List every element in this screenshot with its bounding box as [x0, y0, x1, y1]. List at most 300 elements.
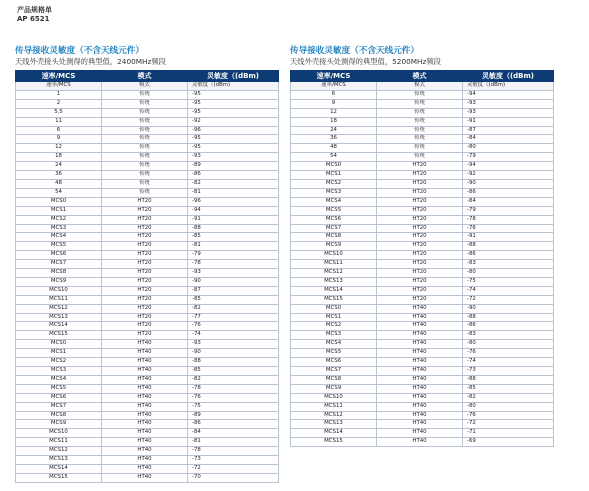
table-row	[291, 215, 554, 224]
rate-cell: MCS15	[291, 438, 377, 447]
mode-cell: 传统	[102, 188, 188, 197]
sensitivity-cell: -85	[188, 367, 279, 376]
sensitivity-cell: -81	[188, 438, 279, 447]
rate-cell: MCS9	[291, 242, 377, 251]
mode-cell: HT20	[102, 313, 188, 322]
rate-cell: 5.5	[16, 108, 102, 117]
sensitivity-cell: -88	[463, 375, 554, 384]
rate-cell: MCS1	[291, 171, 377, 180]
sensitivity-cell: -92	[188, 117, 279, 126]
table-row	[291, 393, 554, 402]
sensitivity-cell: -88	[188, 224, 279, 233]
sensitivity-cell: -80	[463, 144, 554, 153]
table-row	[16, 384, 279, 393]
table-row	[291, 188, 554, 197]
document-title: 产品规格单	[17, 6, 52, 14]
table-row	[16, 144, 279, 153]
mode-cell: HT40	[377, 367, 463, 376]
rate-cell: MCS10	[16, 286, 102, 295]
rate-cell: MCS10	[291, 251, 377, 260]
table-row	[291, 233, 554, 242]
table-row	[16, 447, 279, 456]
rate-cell: MCS2	[291, 179, 377, 188]
mode-cell: HT40	[377, 420, 463, 429]
rate-cell: MCS4	[291, 197, 377, 206]
sensitivity-cell: -85	[188, 233, 279, 242]
subheader-sensitivity: 灵敏度（(dBm)	[188, 82, 279, 91]
table-row	[16, 153, 279, 162]
table-row	[16, 402, 279, 411]
mode-cell: HT40	[377, 438, 463, 447]
table-subheader-row	[16, 82, 279, 91]
sensitivity-cell: -86	[463, 188, 554, 197]
table-row	[16, 313, 279, 322]
table-row	[16, 269, 279, 278]
column-header-mode: 模式	[377, 71, 463, 82]
rate-cell: MCS6	[291, 215, 377, 224]
rate-cell: 54	[16, 188, 102, 197]
table-row	[291, 242, 554, 251]
mode-cell: HT40	[102, 349, 188, 358]
mode-cell: HT40	[377, 384, 463, 393]
rate-cell: MCS6	[16, 393, 102, 402]
mode-cell: 传统	[377, 99, 463, 108]
rate-cell: MCS0	[16, 340, 102, 349]
rate-cell: MCS13	[291, 277, 377, 286]
sensitivity-cell: -84	[188, 429, 279, 438]
table-row	[291, 117, 554, 126]
sensitivity-cell: -73	[188, 456, 279, 465]
rate-cell: MCS5	[16, 384, 102, 393]
rate-cell: 48	[16, 179, 102, 188]
mode-cell: 传统	[102, 162, 188, 171]
mode-cell: 传统	[102, 99, 188, 108]
rate-cell: MCS0	[291, 304, 377, 313]
table-row	[16, 438, 279, 447]
sensitivity-cell: -93	[188, 340, 279, 349]
rate-cell: 6	[291, 90, 377, 99]
table-subheader-row	[291, 82, 554, 91]
sensitivity-cell: -88	[188, 358, 279, 367]
sensitivity-cell: -72	[463, 295, 554, 304]
sensitivity-cell: -76	[188, 322, 279, 331]
sensitivity-cell: -89	[188, 162, 279, 171]
mode-cell: HT20	[377, 242, 463, 251]
table-row	[291, 99, 554, 108]
table-row	[16, 349, 279, 358]
mode-cell: HT40	[102, 393, 188, 402]
rate-cell: MCS2	[16, 358, 102, 367]
table-row	[291, 331, 554, 340]
table-row	[16, 286, 279, 295]
mode-cell: HT40	[377, 429, 463, 438]
section-subtitle: 天线外壳接头处测得的典型值，5200MHz频段	[290, 57, 441, 66]
rate-cell: MCS13	[291, 420, 377, 429]
sensitivity-cell: -93	[188, 153, 279, 162]
sensitivity-cell: -84	[463, 135, 554, 144]
rate-cell: MCS7	[16, 402, 102, 411]
table-row	[16, 251, 279, 260]
rate-cell: MCS2	[16, 215, 102, 224]
rate-cell: MCS14	[16, 464, 102, 473]
mode-cell: HT20	[102, 251, 188, 260]
rate-cell: 18	[291, 117, 377, 126]
sensitivity-cell: -95	[188, 90, 279, 99]
sensitivity-cell: -90	[463, 304, 554, 313]
table-row	[291, 304, 554, 313]
rate-cell: MCS14	[291, 286, 377, 295]
sensitivity-cell: -82	[188, 179, 279, 188]
rate-cell: MCS15	[16, 473, 102, 482]
mode-cell: HT20	[377, 251, 463, 260]
mode-cell: 传统	[377, 90, 463, 99]
table-row	[16, 197, 279, 206]
mode-cell: HT40	[102, 340, 188, 349]
sensitivity-table-5200	[290, 70, 554, 447]
column-header-rate: 速率/MCS	[291, 71, 377, 82]
rate-cell: MCS1	[16, 349, 102, 358]
sensitivity-panel-5200	[290, 46, 553, 447]
table-row	[291, 162, 554, 171]
mode-cell: HT40	[102, 464, 188, 473]
sensitivity-cell: -86	[463, 251, 554, 260]
rate-cell: MCS0	[291, 162, 377, 171]
rate-cell: MCS11	[291, 260, 377, 269]
sensitivity-cell: -95	[188, 135, 279, 144]
mode-cell: HT40	[377, 402, 463, 411]
rate-cell: 11	[16, 117, 102, 126]
sensitivity-cell: -94	[188, 206, 279, 215]
mode-cell: HT20	[102, 277, 188, 286]
rate-cell: 9	[291, 99, 377, 108]
sensitivity-cell: -91	[463, 233, 554, 242]
rate-cell: 24	[291, 126, 377, 135]
table-row	[16, 358, 279, 367]
rate-cell: MCS12	[16, 447, 102, 456]
rate-cell: 24	[16, 162, 102, 171]
sensitivity-cell: -72	[188, 464, 279, 473]
rate-cell: 18	[16, 153, 102, 162]
document-header	[17, 6, 52, 24]
table-row	[291, 153, 554, 162]
table-row	[291, 349, 554, 358]
mode-cell: 传统	[102, 90, 188, 99]
mode-cell: HT40	[102, 447, 188, 456]
table-row	[16, 322, 279, 331]
subheader-rate: 速率/MCS	[291, 82, 377, 91]
mode-cell: HT20	[102, 286, 188, 295]
table-row	[291, 322, 554, 331]
mode-cell: HT20	[377, 286, 463, 295]
sensitivity-cell: -90	[463, 179, 554, 188]
mode-cell: HT20	[377, 171, 463, 180]
mode-cell: HT40	[102, 429, 188, 438]
table-row	[291, 179, 554, 188]
table-row	[16, 242, 279, 251]
sensitivity-cell: -96	[188, 197, 279, 206]
column-header-sensitivity: 灵敏度（(dBm)	[188, 71, 279, 82]
sensitivity-cell: -95	[188, 99, 279, 108]
rate-cell: 6	[16, 126, 102, 135]
mode-cell: 传统	[102, 108, 188, 117]
mode-cell: HT20	[377, 215, 463, 224]
mode-cell: HT40	[377, 411, 463, 420]
sensitivity-cell: -79	[463, 153, 554, 162]
mode-cell: HT40	[102, 402, 188, 411]
table-row	[291, 358, 554, 367]
rate-cell: MCS11	[16, 295, 102, 304]
table-row	[16, 367, 279, 376]
table-row	[16, 108, 279, 117]
rate-cell: MCS0	[16, 197, 102, 206]
rate-cell: MCS3	[16, 367, 102, 376]
sensitivity-cell: -86	[188, 420, 279, 429]
sensitivity-cell: -76	[463, 411, 554, 420]
sensitivity-cell: -80	[463, 269, 554, 278]
sensitivity-cell: -77	[188, 313, 279, 322]
rate-cell: MCS11	[291, 402, 377, 411]
sensitivity-cell: -78	[188, 384, 279, 393]
sensitivity-cell: -92	[463, 171, 554, 180]
rate-cell: MCS9	[291, 384, 377, 393]
mode-cell: HT40	[102, 367, 188, 376]
rate-cell: MCS5	[291, 349, 377, 358]
rate-cell: MCS12	[291, 269, 377, 278]
mode-cell: HT40	[102, 384, 188, 393]
rate-cell: 36	[16, 171, 102, 180]
mode-cell: HT40	[102, 411, 188, 420]
table-row	[16, 188, 279, 197]
sensitivity-cell: -78	[188, 260, 279, 269]
subheader-mode: 模式	[102, 82, 188, 91]
sensitivity-cell: -78	[463, 215, 554, 224]
table-row	[291, 438, 554, 447]
mode-cell: HT40	[102, 473, 188, 482]
sensitivity-cell: -79	[188, 251, 279, 260]
table-row	[291, 206, 554, 215]
sensitivity-cell: -79	[463, 206, 554, 215]
rate-cell: MCS11	[16, 438, 102, 447]
mode-cell: HT20	[377, 206, 463, 215]
rate-cell: MCS9	[16, 420, 102, 429]
mode-cell: HT40	[377, 313, 463, 322]
mode-cell: HT20	[102, 304, 188, 313]
sensitivity-cell: -93	[188, 269, 279, 278]
sensitivity-cell: -88	[463, 242, 554, 251]
rate-cell: MCS9	[16, 277, 102, 286]
mode-cell: 传统	[377, 117, 463, 126]
mode-cell: HT40	[377, 349, 463, 358]
sensitivity-cell: -69	[463, 438, 554, 447]
rate-cell: MCS6	[16, 251, 102, 260]
rate-cell: 54	[291, 153, 377, 162]
section-title: 传导接收灵敏度（不含天线元件）	[15, 46, 144, 56]
rate-cell: MCS3	[291, 331, 377, 340]
rate-cell: MCS1	[16, 206, 102, 215]
rate-cell: 36	[291, 135, 377, 144]
mode-cell: HT20	[377, 295, 463, 304]
table-row	[16, 420, 279, 429]
sensitivity-cell: -94	[463, 90, 554, 99]
sensitivity-panel-2400	[15, 46, 278, 483]
sensitivity-cell: -93	[463, 99, 554, 108]
rate-cell: 12	[291, 108, 377, 117]
table-row	[16, 411, 279, 420]
sensitivity-cell: -86	[463, 322, 554, 331]
mode-cell: HT20	[102, 269, 188, 278]
sensitivity-cell: -73	[463, 367, 554, 376]
rate-cell: 1	[16, 90, 102, 99]
table-row	[16, 224, 279, 233]
sensitivity-cell: -88	[463, 313, 554, 322]
table-row	[16, 429, 279, 438]
sensitivity-cell: -91	[463, 117, 554, 126]
mode-cell: HT20	[102, 215, 188, 224]
table-row	[16, 99, 279, 108]
mode-cell: 传统	[102, 117, 188, 126]
rate-cell: MCS8	[291, 375, 377, 384]
sensitivity-cell: -95	[188, 144, 279, 153]
mode-cell: HT20	[377, 269, 463, 278]
mode-cell: 传统	[102, 153, 188, 162]
mode-cell: 传统	[377, 144, 463, 153]
table-row	[291, 277, 554, 286]
sensitivity-cell: -85	[188, 295, 279, 304]
rate-cell: MCS8	[16, 411, 102, 420]
rate-cell: MCS12	[16, 304, 102, 313]
table-row	[291, 429, 554, 438]
rate-cell: MCS6	[291, 358, 377, 367]
table-body	[16, 82, 279, 483]
mode-cell: 传统	[102, 126, 188, 135]
table-row	[291, 402, 554, 411]
mode-cell: HT20	[102, 295, 188, 304]
table-row	[16, 215, 279, 224]
table-row	[291, 269, 554, 278]
rate-cell: MCS10	[291, 393, 377, 402]
mode-cell: HT20	[102, 242, 188, 251]
mode-cell: HT40	[377, 375, 463, 384]
table-row	[291, 375, 554, 384]
table-row	[16, 162, 279, 171]
sensitivity-table-2400	[15, 70, 279, 483]
mode-cell: 传统	[102, 135, 188, 144]
table-row	[16, 331, 279, 340]
sensitivity-cell: -74	[188, 331, 279, 340]
table-row	[16, 277, 279, 286]
column-header-mode: 模式	[102, 71, 188, 82]
mode-cell: HT40	[377, 358, 463, 367]
table-row	[291, 295, 554, 304]
sensitivity-cell: -81	[188, 188, 279, 197]
mode-cell: HT20	[377, 224, 463, 233]
table-row	[291, 286, 554, 295]
sensitivity-cell: -78	[188, 447, 279, 456]
mode-cell: HT40	[102, 438, 188, 447]
table-row	[291, 144, 554, 153]
sensitivity-cell: -81	[188, 242, 279, 251]
table-row	[16, 117, 279, 126]
sensitivity-cell: -85	[463, 384, 554, 393]
sensitivity-cell: -71	[463, 429, 554, 438]
mode-cell: HT40	[377, 340, 463, 349]
mode-cell: HT40	[102, 375, 188, 384]
sensitivity-cell: -82	[188, 375, 279, 384]
mode-cell: HT20	[377, 277, 463, 286]
table-row	[16, 179, 279, 188]
mode-cell: HT20	[102, 206, 188, 215]
sensitivity-cell: -91	[188, 215, 279, 224]
sensitivity-cell: -80	[463, 340, 554, 349]
mode-cell: HT40	[377, 304, 463, 313]
mode-cell: HT20	[377, 197, 463, 206]
table-row	[16, 473, 279, 482]
mode-cell: 传统	[377, 153, 463, 162]
table-row	[16, 340, 279, 349]
sensitivity-cell: -87	[463, 126, 554, 135]
column-header-sensitivity: 灵敏度（(dBm)	[463, 71, 554, 82]
rate-cell: MCS13	[16, 313, 102, 322]
rate-cell: 48	[291, 144, 377, 153]
rate-cell: MCS4	[16, 375, 102, 384]
table-row	[291, 171, 554, 180]
rate-cell: MCS7	[16, 260, 102, 269]
subheader-mode: 模式	[377, 82, 463, 91]
table-header-row	[291, 71, 554, 82]
sensitivity-cell: -75	[188, 402, 279, 411]
mode-cell: HT40	[102, 358, 188, 367]
mode-cell: HT40	[377, 393, 463, 402]
subheader-rate: 速率/MCS	[16, 82, 102, 91]
rate-cell: MCS8	[291, 233, 377, 242]
rate-cell: MCS15	[291, 295, 377, 304]
mode-cell: 传统	[377, 108, 463, 117]
table-row	[291, 197, 554, 206]
subheader-sensitivity: 灵敏度（(dBm)	[463, 82, 554, 91]
table-row	[291, 251, 554, 260]
table-row	[16, 464, 279, 473]
mode-cell: HT20	[377, 188, 463, 197]
rate-cell: 2	[16, 99, 102, 108]
section-subtitle: 天线外壳接头处测得的典型值，2400MHz频段	[15, 57, 166, 66]
mode-cell: HT20	[102, 224, 188, 233]
sensitivity-cell: -76	[188, 393, 279, 402]
mode-cell: HT20	[377, 179, 463, 188]
mode-cell: HT20	[102, 331, 188, 340]
rate-cell: MCS5	[16, 242, 102, 251]
sensitivity-cell: -72	[463, 420, 554, 429]
mode-cell: HT40	[377, 322, 463, 331]
sensitivity-cell: -83	[463, 260, 554, 269]
mode-cell: 传统	[102, 144, 188, 153]
sensitivity-cell: -76	[463, 224, 554, 233]
rate-cell: MCS15	[16, 331, 102, 340]
table-row	[291, 340, 554, 349]
sensitivity-cell: -90	[188, 277, 279, 286]
table-row	[16, 393, 279, 402]
sensitivity-cell: -74	[463, 358, 554, 367]
sensitivity-cell: -80	[463, 402, 554, 411]
mode-cell: HT20	[102, 197, 188, 206]
rate-cell: MCS5	[291, 206, 377, 215]
table-row	[16, 375, 279, 384]
table-row	[16, 233, 279, 242]
table-row	[16, 260, 279, 269]
mode-cell: HT20	[102, 233, 188, 242]
rate-cell: MCS3	[16, 224, 102, 233]
sensitivity-cell: -87	[188, 286, 279, 295]
table-row	[291, 313, 554, 322]
